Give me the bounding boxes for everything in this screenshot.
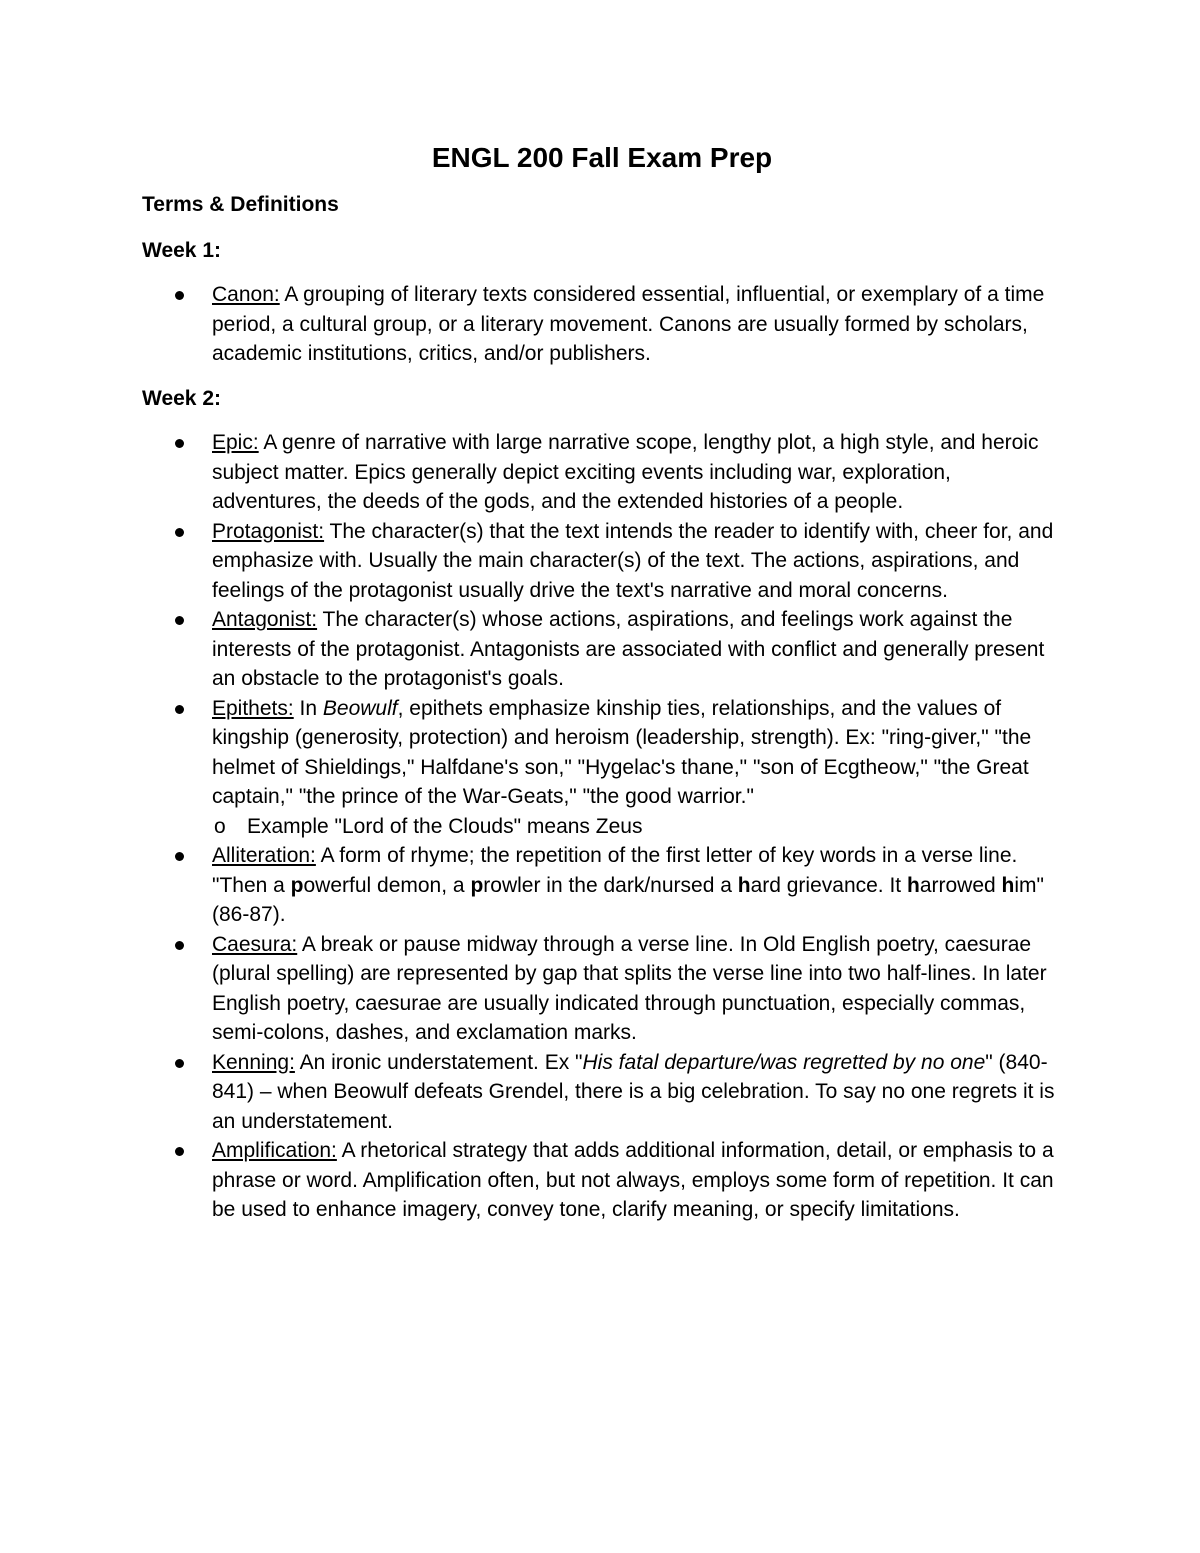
page-title: ENGL 200 Fall Exam Prep xyxy=(431,142,773,173)
list-item xyxy=(142,517,1062,606)
alliteration-letter: p xyxy=(470,873,484,897)
term-protagonist: Protagonist: xyxy=(212,519,325,543)
term-alliteration: Alliteration: xyxy=(212,844,316,867)
bullet-icon xyxy=(175,616,184,625)
definition-alliteration-4: ard grievance. It xyxy=(750,873,907,897)
bullet-icon xyxy=(175,291,184,300)
list-item xyxy=(142,605,1062,694)
term-canon: Canon: xyxy=(212,283,280,306)
bullet-icon xyxy=(175,852,184,861)
bullet-icon xyxy=(175,1059,184,1068)
definition-caesura: A break or pause midway through a verse line. In Old English poetry, caesurae (plural spelling) are represented by gap that splits the verse line into two half-lines. In later English poetry, caesurae are usually indicated through punctuation, especially commas, semi-colons, dashes, and exclamation marks. xyxy=(212,932,1047,1044)
definition-kenning-b: " (840-841) – when Beowulf defeats Grendel, there is a big celebration. To say no one regrets it is an understatement. xyxy=(212,1050,1055,1133)
bullet-icon xyxy=(175,528,184,537)
definition-protagonist: The character(s) that the text intends the reader to identify with, cheer for, and emphasize with. Usually the main character(s) of the text. The actions, aspirations, and feelings of the protagonist usually drive the text's narrative and moral concerns. xyxy=(212,519,1054,602)
term-amplification: Amplification: xyxy=(212,1139,337,1162)
list-item xyxy=(142,694,1062,842)
list-item xyxy=(142,841,1062,930)
definition-epic: A genre of narrative with large narrative scope, lengthy plot, a high style, and heroic subject matter. Epics generally depict exciting events including war, exploration, adventures, the deeds of the gods, and the extended histories of a people. xyxy=(212,431,1039,513)
section-heading: Terms & Definitions xyxy=(142,193,339,216)
definition-epithets-b: , epithets emphasize kinship ties, relationships, and the values of kingship (generosity, protection) and heroism (leadership, strength). Ex: "ring-giver," "the helmet of Shieldings," Halfdane's son," "Hygelac's thane," "son of Ecgtheow," "the Great captain," "the prince of the War-Geats," "the good warrior." xyxy=(212,696,1032,808)
bullet-icon xyxy=(175,941,184,950)
definition-alliteration-3: rowler in the dark/nursed a xyxy=(483,873,738,897)
week-2-heading: Week 2: xyxy=(142,387,221,410)
definition-alliteration-6: im" (86-87). xyxy=(212,873,1044,926)
bullet-icon xyxy=(175,705,184,714)
week-1-heading: Week 1: xyxy=(142,239,221,262)
definition-kenning-italic: His fatal departure/was regretted by no one xyxy=(582,1050,986,1074)
alliteration-letter: p xyxy=(290,873,304,897)
alliteration-letter: h xyxy=(906,873,920,897)
term-epic: Epic: xyxy=(212,431,259,454)
alliteration-letter: h xyxy=(737,873,751,897)
definition-alliteration-2: owerful demon, a xyxy=(303,873,471,897)
definition-antagonist: The character(s) whose actions, aspirations, and feelings work against the interests of the protagonist. Antagonists are associated with conflict and generally present an obstacle to the protagonist's goals. xyxy=(212,608,1045,690)
week-2-list xyxy=(142,428,1062,1225)
sub-item-text: Example "Lord of the Clouds" means Zeus xyxy=(247,814,643,838)
definition-canon: A grouping of literary texts considered essential, influential, or exemplary of a time period, a cultural group, or a literary movement. Canons are usually formed by scholars, academic institutions, critics, and/or publishers. xyxy=(212,283,1045,365)
list-item xyxy=(142,930,1062,1048)
definition-epithets-a: In xyxy=(293,696,323,720)
term-antagonist: Antagonist: xyxy=(212,608,318,631)
sub-bullet-icon: o xyxy=(214,814,226,838)
list-item xyxy=(142,1048,1062,1137)
list-item xyxy=(142,1136,1062,1225)
alliteration-letter: h xyxy=(1001,873,1015,897)
definition-epithets-italic: Beowulf xyxy=(322,696,398,720)
definition-alliteration-5: arrowed xyxy=(919,873,1002,897)
term-kenning: Kenning: xyxy=(212,1050,295,1074)
sub-item xyxy=(212,812,1062,842)
list-item xyxy=(142,428,1062,517)
week-1-list xyxy=(142,280,1062,369)
term-caesura: Caesura: xyxy=(212,932,298,956)
definition-alliteration-1: A form of rhyme; the repetition of the first letter of key words in a verse line. "Then a xyxy=(212,844,1018,897)
term-epithets: Epithets: xyxy=(212,696,294,720)
bullet-icon xyxy=(175,1147,184,1156)
list-item xyxy=(142,280,1062,369)
definition-amplification: A rhetorical strategy that adds additional information, detail, or emphasis to a phrase or word. Amplification often, but not always, employs some form of repetition. It can be used to enhance imagery, convey tone, clarify meaning, or specify limitations. xyxy=(212,1139,1054,1221)
bullet-icon xyxy=(175,439,184,448)
definition-kenning-a: An ironic understatement. Ex " xyxy=(294,1050,583,1074)
